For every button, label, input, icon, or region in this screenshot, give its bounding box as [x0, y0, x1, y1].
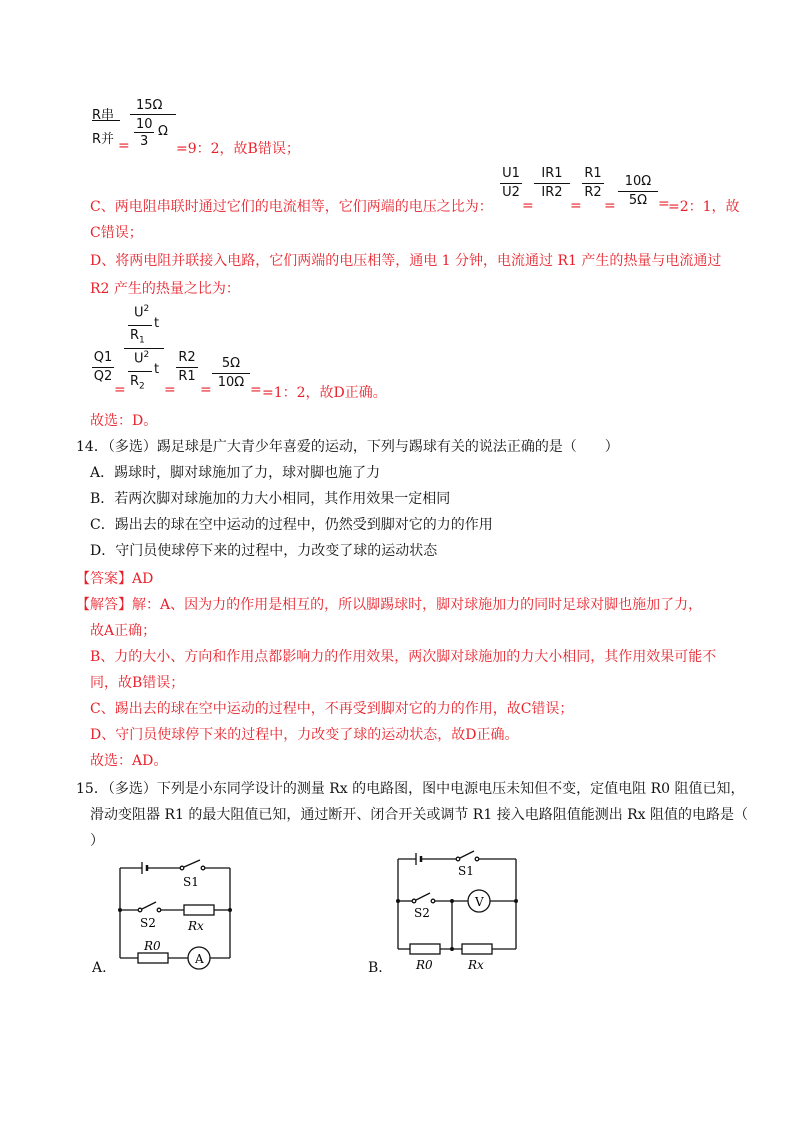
- eq-d-tail: =1：2，故D正确。: [262, 385, 387, 401]
- analysis-line-3: B、力的大小、方向和作用点都影响力的作用效果，两次脚对球施加的力大小相同，其作用效果可能不: [90, 649, 717, 665]
- eq-b-numerator: 15Ω: [136, 98, 163, 113]
- circuit-a-rx: Rx: [188, 919, 204, 933]
- ir-ratio-fraction: IR1 IR2: [534, 166, 570, 201]
- fraction-bar: [130, 114, 176, 115]
- circuit-b-rx: Rx: [468, 958, 484, 972]
- r-ratio-fraction: R1 R2: [582, 166, 604, 201]
- q15-stem-1: 15．（多选）下列是小东同学设计的测量 Rx 的电路图，图中电源电压未知但不变，定值电阻 R0 阻值已知，: [76, 781, 745, 797]
- q14-option-c: C．踢出去的球在空中运动的过程中，仍然受到脚对它的力的作用: [90, 517, 493, 533]
- circuit-a-r0: R0: [144, 939, 161, 953]
- circuit-b-r0: R0: [416, 958, 433, 972]
- eq-c-tail: =2：1，故: [668, 199, 740, 215]
- analysis-line-5: C、踢出去的球在空中运动的过程中，不再受到脚对它的力的作用，故C错误；: [90, 701, 574, 717]
- fraction-bar: [134, 132, 154, 133]
- circuit-a-meter: A: [195, 952, 204, 966]
- q14-stem: 14．（多选）踢足球是广大青少年喜爱的运动，下列与踢球有关的说法正确的是（ ）: [76, 439, 619, 455]
- eq-b-den-bottom: 3: [140, 134, 149, 149]
- u-ratio-fraction: U1 U2: [500, 166, 522, 201]
- circuit-a-label: A.: [92, 960, 107, 976]
- analysis-line-7: 故选：AD。: [90, 753, 168, 769]
- q15-stem-3: ）: [90, 833, 104, 849]
- fraction-bar: [92, 120, 120, 121]
- fraction-bar: [124, 348, 164, 349]
- eq-b-tail: =9：2，故B错误；: [176, 141, 300, 157]
- r2-r1-fraction: R2 R1: [176, 350, 198, 385]
- eq-b-den-unit: Ω: [158, 124, 168, 139]
- circuit-a-s1: S1: [183, 875, 199, 889]
- q14-option-b: B．若两次脚对球施加的力大小相同，其作用效果一定相同: [90, 491, 451, 507]
- circuit-a-diagram: [108, 850, 238, 975]
- circuit-b-diagram: [388, 845, 528, 975]
- ohm-ratio-fraction: 10Ω 5Ω: [618, 174, 658, 209]
- answer-line: [76, 568, 153, 588]
- q15-stem-2: 滑动变阻器 R1 的最大阻值已知，通过断开、闭合开关或调节 R1 接入电路阻值能测出 Rx 阻值的电路是（: [90, 807, 749, 823]
- circuit-b-label: B.: [368, 960, 383, 976]
- q14-option-a: A．踢球时，脚对球施加了力，球对脚也施了力: [90, 465, 381, 481]
- q-ratio-fraction: Q1 Q2: [93, 350, 113, 384]
- ohm-ratio-fraction: 5Ω 10Ω: [212, 356, 250, 391]
- eq-d-line1: D、将两电阻并联接入电路，它们两端的电压相等，通电 1 分钟，电流通过 R1 产生的热量与电流通过: [90, 253, 722, 269]
- circuit-b-s2: S2: [414, 906, 430, 920]
- eq-c-text: C、两电阻串联时通过它们的电流相等，它们两端的电压之比为：: [90, 199, 493, 215]
- analysis-line-2: 故A正确；: [90, 623, 157, 639]
- circuit-b-s1: S1: [458, 864, 474, 878]
- answer-value: AD: [132, 571, 154, 587]
- r-parallel-label: R并: [92, 132, 115, 147]
- circuit-a-s2: S2: [140, 916, 156, 930]
- eq-d-choice: 故选：D。: [90, 413, 158, 429]
- eq-b-den-top: 10: [136, 117, 153, 132]
- analysis-line-4: 同，故B错误；: [90, 675, 185, 691]
- eq-c-line2: C错误；: [90, 225, 143, 241]
- r-series-label: R串: [92, 108, 115, 123]
- analysis-tag: 【解答】: [76, 597, 132, 613]
- answer-tag: 【答案】: [76, 571, 132, 587]
- q14-option-d: D．守门员使球停下来的过程中，力改变了球的运动状态: [90, 543, 438, 559]
- eq-d-line2: R2 产生的热量之比为：: [90, 281, 240, 297]
- analysis-line-6: D、守门员使球停下来的过程中，力改变了球的运动状态，故D正确。: [90, 727, 519, 743]
- circuit-b-meter: V: [475, 895, 484, 909]
- analysis-line-1: 【解答】解：A、因为力的作用是相互的，所以脚踢球时，脚对球施加力的同时足球对脚也施加了力，: [76, 597, 703, 613]
